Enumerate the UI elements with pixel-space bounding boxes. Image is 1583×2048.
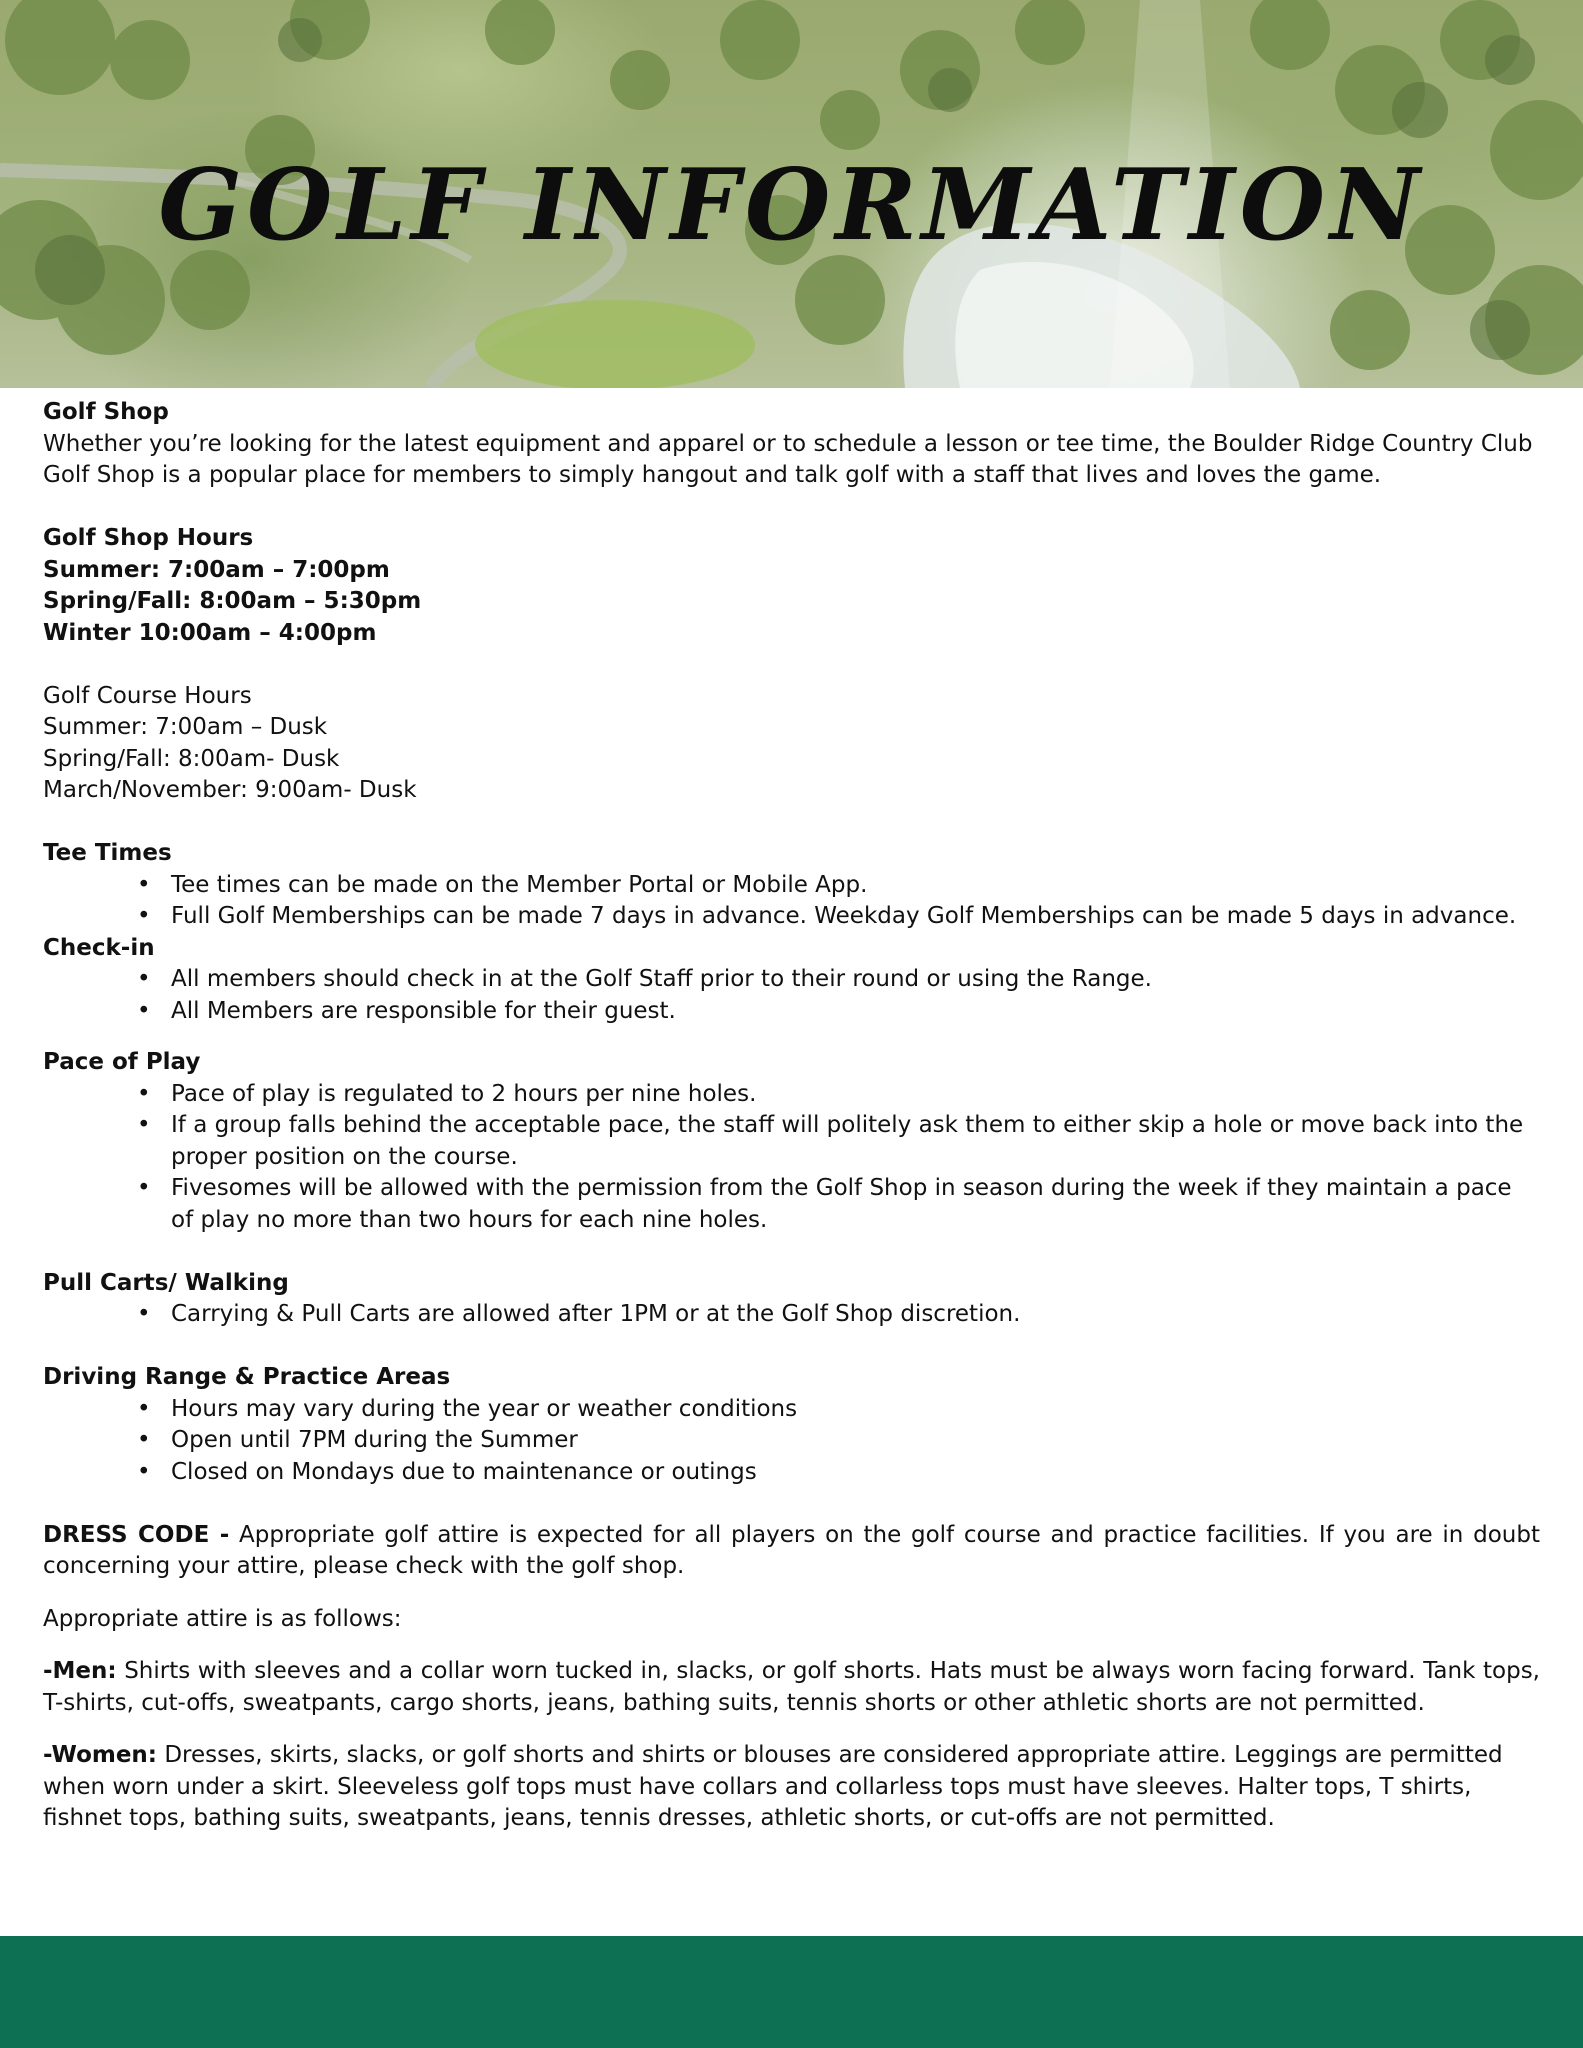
pull-carts-heading: Pull Carts/ Walking [43,1269,289,1296]
document-body [43,397,1540,1835]
course-hours-heading: Golf Course Hours [43,682,252,709]
list-item-text: All Members are responsible for their guest. [171,997,676,1024]
list-item [137,1457,1540,1489]
list-item [137,1394,1540,1426]
pull-carts-list [43,1299,1540,1331]
attire-intro: Appropriate attire is as follows: [43,1605,402,1632]
golf-shop-heading: Golf Shop [43,399,169,425]
bullet-icon: • [137,966,151,992]
list-item [137,870,1540,902]
footer-band [0,1936,1583,2048]
shop-hours-spring-fall: Spring/Fall: 8:00am – 5:30pm [43,588,422,614]
pace-of-play-heading: Pace of Play [43,1049,201,1075]
dress-code-paragraph [43,1520,1540,1583]
list-item-text: Open until 7PM during the Summer [171,1427,578,1453]
page-title: GOLF INFORMATION [158,148,1425,263]
list-item [137,996,1540,1028]
bullet-icon: • [137,1175,151,1201]
tee-times-heading: Tee Times [43,840,172,866]
shop-hours-winter: Winter 10:00am – 4:00pm [43,619,377,646]
bullet-icon: • [137,1112,151,1138]
bullet-icon: • [137,1395,151,1422]
header-banner [0,0,1583,388]
check-in-list [43,964,1540,1027]
bullet-icon: • [137,1301,151,1327]
tee-times-list [43,870,1540,933]
men-text: Shirts with sleeves and a collar worn tucked in, slacks, or golf shorts. Hats must be always worn facing forward. Tank tops, T-shirts, cut-offs, sweatpants, cargo shorts, jeans, bathing suits, tennis shorts or other athletic shorts are not permitted. [43,1658,1540,1716]
list-item-text: Full Golf Memberships can be made 7 days in advance. Weekday Golf Memberships can be made 5 days in advance. [171,903,1517,929]
list-item [137,1079,1540,1111]
bullet-icon: • [137,1427,151,1453]
list-item [137,964,1540,996]
men-label: -Men: [43,1658,117,1684]
women-attire-paragraph [43,1740,1540,1835]
course-hours-march-november: March/November: 9:00am- Dusk [43,777,417,803]
course-hours-summer: Summer: 7:00am – Dusk [43,714,328,740]
bullet-icon: • [137,871,151,898]
bullet-icon: • [137,1080,151,1107]
dress-code-text: Appropriate golf attire is expected for all players on the golf course and practice facilities. If you are in doubt concerning your attire, please check with the golf shop. [43,1521,1540,1579]
golf-shop-description: Whether you’re looking for the latest equipment and apparel or to schedule a lesson or tee time, the Boulder Ridge Country Club Golf Shop is a popular place for members to simply hangout and talk golf with a staff that lives and loves the game. [43,430,1533,488]
list-item-text: Carrying & Pull Carts are allowed after 1PM or at the Golf Shop discretion. [171,1301,1021,1327]
list-item [137,1173,1540,1236]
list-item [137,1110,1540,1173]
list-item [137,1299,1540,1331]
list-item [137,1425,1540,1457]
list-item-text: All members should check in at the Golf Staff prior to their round or using the Range. [171,966,1152,992]
driving-range-list [43,1394,1540,1489]
women-label: -Women: [43,1742,158,1768]
list-item-text: Closed on Mondays due to maintenance or outings [171,1458,757,1485]
list-item-text: Hours may vary during the year or weather conditions [171,1395,798,1422]
men-attire-paragraph [43,1656,1540,1719]
pace-of-play-list [43,1079,1540,1237]
course-hours-spring-fall: Spring/Fall: 8:00am- Dusk [43,745,340,772]
shop-hours-summer: Summer: 7:00am – 7:00pm [43,556,390,583]
check-in-heading: Check-in [43,934,155,961]
list-item-text: If a group falls behind the acceptable pace, the staff will politely ask them to either skip a hole or move back into the proper position on the course. [171,1112,1524,1170]
shop-hours-heading: Golf Shop Hours [43,525,254,551]
bullet-icon: • [137,1458,151,1485]
list-item [137,901,1540,933]
list-item-text: Pace of play is regulated to 2 hours per nine holes. [171,1080,757,1107]
list-item-text: Fivesomes will be allowed with the permission from the Golf Shop in season during the week if they maintain a pace of play no more than two hours for each nine holes. [171,1175,1512,1233]
dress-code-label: DRESS CODE - [43,1521,230,1548]
women-text: Dresses, skirts, slacks, or golf shorts and shirts or blouses are considered appropriate attire. Leggings are permitted when worn under a skirt. Sleeveless golf tops must have collars and collarless tops must have sleeves. Halter tops, T shirts, fishnet tops, bathing suits, sweatpants, jeans, tennis dresses, athletic shorts, or cut-offs are not permitted. [43,1742,1503,1831]
list-item-text: Tee times can be made on the Member Portal or Mobile App. [171,871,868,898]
bullet-icon: • [137,997,151,1024]
bullet-icon: • [137,903,151,929]
driving-range-heading: Driving Range & Practice Areas [43,1364,451,1390]
